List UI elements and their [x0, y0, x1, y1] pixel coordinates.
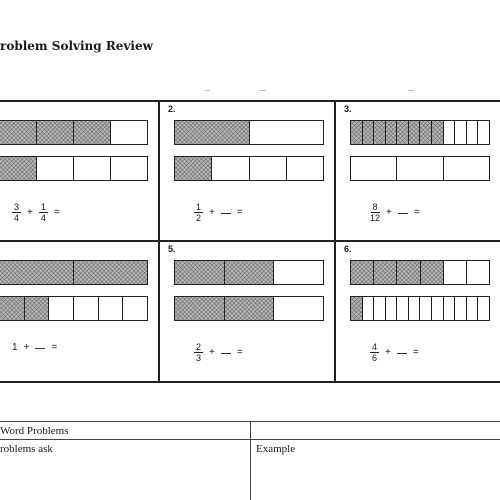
shaded-cell [0, 157, 37, 180]
empty-cell [274, 297, 323, 320]
answer-blank[interactable] [398, 213, 408, 214]
empty-cell [212, 157, 249, 180]
shaded-cell [420, 121, 432, 144]
grid-border-bottom [0, 381, 500, 383]
shaded-cell [432, 121, 444, 144]
shaded-cell [25, 297, 50, 320]
scan-speck [408, 90, 414, 91]
shaded-cell [175, 157, 212, 180]
numerator: 8 [372, 202, 378, 212]
fraction-bar [0, 260, 148, 285]
plus-sign: + [27, 207, 33, 218]
fraction [12, 202, 21, 223]
empty-cell [111, 121, 147, 144]
equals-sign: = [412, 347, 419, 358]
shaded-cell [351, 297, 363, 320]
shaded-cell [0, 297, 25, 320]
empty-cell [287, 157, 323, 180]
empty-cell [74, 157, 111, 180]
empty-cell [420, 297, 432, 320]
shaded-cell [175, 261, 225, 284]
denominator: 4 [40, 213, 46, 223]
empty-cell [455, 297, 467, 320]
numerator: 4 [371, 342, 377, 352]
fraction-equation [370, 202, 420, 223]
shaded-cell [225, 297, 275, 320]
page-title: roblem Solving Review [0, 39, 153, 53]
shaded-cell [37, 121, 74, 144]
plus-sign: + [23, 342, 30, 353]
answer-blank[interactable] [221, 213, 231, 214]
shaded-cell [74, 261, 147, 284]
empty-cell [386, 297, 398, 320]
shaded-cell [374, 121, 386, 144]
numerator: 1 [40, 202, 46, 212]
shaded-cell [351, 121, 363, 144]
empty-cell [111, 157, 147, 180]
empty-cell [478, 297, 489, 320]
empty-cell [37, 157, 74, 180]
numerator: 1 [195, 202, 201, 212]
shaded-cell [386, 121, 398, 144]
shaded-cell [0, 121, 37, 144]
plus-sign: + [209, 207, 215, 218]
table-cell-word-problems: Word Problems [0, 425, 69, 437]
shaded-cell [421, 261, 444, 284]
shaded-cell [175, 121, 250, 144]
answer-blank[interactable] [397, 353, 407, 354]
shaded-cell [74, 121, 111, 144]
numerator: 2 [195, 342, 201, 352]
empty-cell [374, 297, 386, 320]
shaded-cell [351, 261, 374, 284]
empty-cell [444, 157, 489, 180]
shaded-cell [225, 261, 275, 284]
answer-blank[interactable] [221, 353, 231, 354]
fraction-equation [194, 342, 243, 363]
whole-number: 1 [12, 342, 18, 353]
equals-sign: = [51, 342, 58, 353]
shaded-cell [363, 121, 375, 144]
empty-cell [432, 297, 444, 320]
fraction-bar [174, 260, 324, 285]
scan-speck [260, 90, 266, 91]
plus-sign: + [209, 347, 215, 358]
plus-sign: + [386, 207, 392, 218]
empty-cell [397, 157, 443, 180]
plus-sign: + [385, 347, 391, 358]
fraction-bar [350, 260, 490, 285]
empty-cell [274, 261, 323, 284]
numerator: 3 [13, 202, 19, 212]
denominator: 6 [371, 353, 377, 363]
fraction-bar [0, 120, 148, 145]
equals-sign: = [53, 207, 60, 218]
fraction [194, 202, 203, 223]
table-cell-example: Example [256, 443, 296, 455]
grid-divider-1 [158, 100, 160, 382]
equals-sign: = [236, 347, 243, 358]
denominator: 12 [370, 213, 381, 223]
empty-cell [250, 157, 287, 180]
fraction-bar [350, 296, 490, 321]
fraction-equation [12, 202, 60, 223]
empty-cell [467, 121, 479, 144]
empty-cell [397, 297, 409, 320]
problem-number: 2. [168, 104, 176, 114]
problem-number: 6. [344, 244, 352, 254]
empty-cell [250, 121, 324, 144]
fraction-equation [194, 202, 243, 223]
fraction-bar [350, 156, 490, 181]
empty-cell [99, 297, 124, 320]
fraction [370, 202, 380, 223]
empty-cell [49, 297, 74, 320]
empty-cell [351, 157, 397, 180]
fraction-equation [370, 342, 419, 363]
fraction-bar [174, 156, 324, 181]
empty-cell [363, 297, 375, 320]
empty-cell [467, 297, 479, 320]
problem-number: 5. [168, 244, 176, 254]
fraction-bar [0, 156, 148, 181]
problem-number: 3. [344, 104, 352, 114]
fraction-bar [0, 296, 148, 321]
shaded-cell [0, 261, 74, 284]
equals-sign: = [413, 207, 420, 218]
empty-cell [467, 261, 489, 284]
fraction-equation [12, 342, 57, 353]
fraction-bar [174, 296, 324, 321]
table-cell-problems-ask: roblems ask [0, 443, 53, 455]
denominator: 2 [195, 213, 201, 223]
shaded-cell [409, 121, 421, 144]
fraction [39, 202, 48, 223]
empty-cell [409, 297, 421, 320]
empty-cell [74, 297, 99, 320]
denominator: 4 [13, 213, 19, 223]
fraction-bar [350, 120, 490, 145]
fraction-bar [174, 120, 324, 145]
grid-divider-2 [334, 100, 336, 382]
empty-cell [444, 121, 456, 144]
shaded-cell [397, 261, 420, 284]
empty-cell [123, 297, 147, 320]
empty-cell [478, 121, 489, 144]
shaded-cell [175, 297, 225, 320]
empty-cell [455, 121, 467, 144]
denominator: 3 [195, 353, 201, 363]
shaded-cell [397, 121, 409, 144]
answer-blank[interactable] [35, 348, 45, 349]
fraction [370, 342, 379, 363]
table-divider [250, 421, 251, 500]
grid-border-top [0, 100, 500, 102]
shaded-cell [374, 261, 397, 284]
scan-speck [205, 90, 210, 91]
empty-cell [444, 261, 467, 284]
fraction [194, 342, 203, 363]
grid-border-middle [0, 240, 500, 242]
empty-cell [444, 297, 456, 320]
equals-sign: = [236, 207, 243, 218]
